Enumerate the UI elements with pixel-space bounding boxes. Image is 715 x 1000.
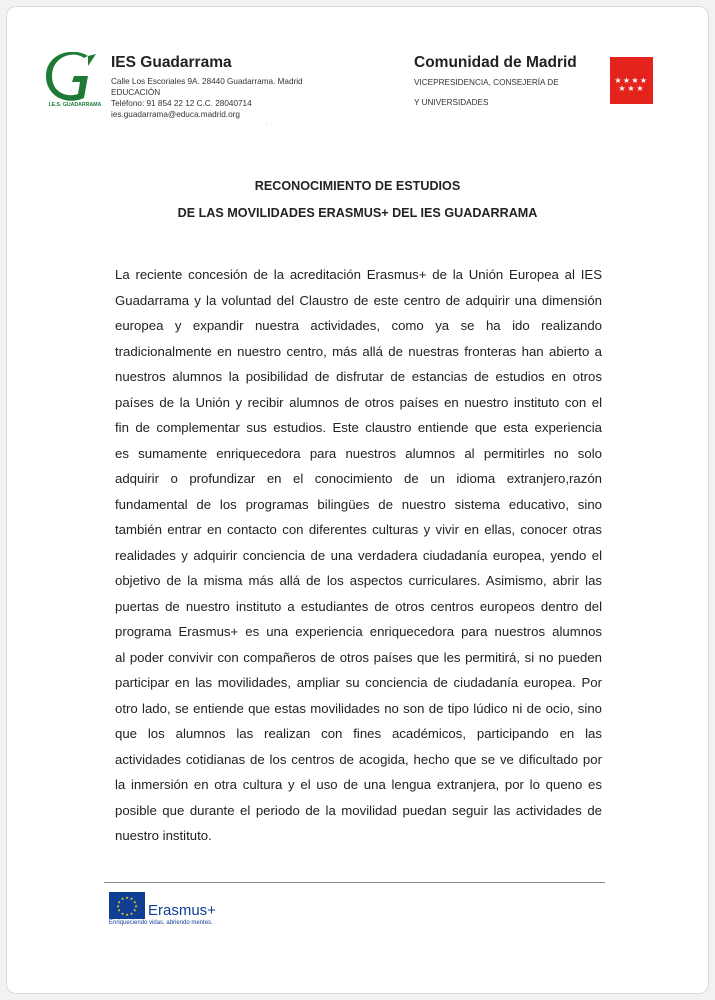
school-info bbox=[111, 54, 351, 120]
region-line-1: VICEPRESIDENCIA, CONSEJERÍA DE bbox=[414, 78, 559, 87]
svg-text:★: ★ bbox=[120, 896, 125, 902]
footer-divider bbox=[104, 882, 605, 883]
erasmus-tagline: Enriqueciendo vidas, abriendo mentes. bbox=[109, 920, 213, 926]
body-line: al poder convivir con compañeros de otros países que les permitirá, si no pueden bbox=[115, 649, 602, 665]
body-line: nuestro instituto. bbox=[115, 828, 212, 843]
svg-text:★: ★ bbox=[129, 896, 134, 902]
svg-text:★: ★ bbox=[117, 907, 121, 913]
stray-dot: . bbox=[266, 120, 268, 126]
school-phone: Teléfono: 91 854 22 12 C.C. 28040714 bbox=[111, 99, 252, 108]
svg-text:★: ★ bbox=[134, 903, 138, 909]
svg-text:★: ★ bbox=[133, 907, 137, 913]
body-line: adquirir o profundizar en el conocimiento de un idioma extranjero,razón bbox=[115, 471, 602, 486]
body-line: objetivo de la misma más allá de los aspectos curriculares. Asimismo, abrir las bbox=[115, 573, 602, 588]
svg-text:★: ★ bbox=[639, 76, 648, 85]
svg-text:★: ★ bbox=[125, 895, 129, 900]
body-line: es sumamente enriquecedora para nuestros alumnos al permitirles no solo bbox=[115, 445, 602, 461]
school-name: IES Guadarrama bbox=[111, 54, 232, 71]
svg-text:★: ★ bbox=[636, 84, 644, 93]
region-info bbox=[414, 54, 604, 108]
body-line: realidades y adquirir conciencia de una verdadera ciudadanía europea, yendo el bbox=[115, 547, 602, 563]
ies-guadarrama-logo-icon bbox=[44, 52, 106, 108]
body-line: tradicionalmente en nuestro centro, más allá de nuestras fronteras han abierto a bbox=[115, 343, 602, 359]
body-line: nuestros alumnos la posibilidad de disfrutar de estancias de estudios en otros bbox=[115, 369, 602, 384]
body-line: participar en las movilidades, ampliar su conciencia de ciudadanía europea. Por bbox=[115, 675, 602, 690]
svg-text:★: ★ bbox=[631, 76, 639, 85]
svg-text:★: ★ bbox=[627, 84, 635, 93]
body-line: puertas de nuestro instituto a estudiantes de otros centros europeos dentro del bbox=[115, 598, 602, 614]
region-line-2: Y UNIVERSIDADES bbox=[414, 98, 489, 107]
svg-text:★: ★ bbox=[117, 899, 121, 905]
svg-text:★: ★ bbox=[618, 84, 626, 93]
body-line: programa Erasmus+ es una experiencia enriquecedora para nuestros alumnos bbox=[115, 624, 602, 639]
eu-flag-icon bbox=[109, 892, 145, 919]
logo-caption: I.E.S. GUADARRAMA bbox=[48, 102, 102, 108]
svg-text:★: ★ bbox=[133, 899, 137, 905]
svg-text:★: ★ bbox=[116, 903, 120, 909]
body-line: que los alumnos las realizan con fines académicos, participando en las bbox=[115, 726, 602, 741]
school-address: Calle Los Escoriales 9A. 28440 Guadarrama. Madrid bbox=[111, 77, 303, 86]
school-email: ies.guadarrama@educa.madrid.org bbox=[111, 110, 240, 119]
svg-text:★: ★ bbox=[125, 912, 129, 917]
body-line: posible que durante el periodo de la movilidad puedan seguir las actividades de bbox=[115, 802, 602, 818]
body-line: también entrar en contacto con diferentes culturas y vivir en ellas, conocer otras bbox=[115, 522, 602, 537]
document-title-line-1: RECONOCIMIENTO DE ESTUDIOS bbox=[254, 179, 461, 193]
region-name: Comunidad de Madrid bbox=[414, 54, 577, 71]
svg-text:★: ★ bbox=[622, 76, 631, 85]
school-dept: EDUCACIÓN bbox=[111, 88, 161, 97]
body-line: otro lado, se entiende que estas movilidades no son de tipo lúdico ni de ocio, sino bbox=[115, 700, 602, 716]
body-line: La reciente concesión de la acreditación Erasmus+ de la Unión Europea al IES bbox=[115, 267, 602, 282]
comunidad-madrid-flag-icon bbox=[610, 57, 653, 104]
body-line: Guadarrama y la voluntad del Claustro de este centro de adquirir una dimensión bbox=[115, 292, 602, 308]
erasmus-brand: Erasmus+ bbox=[148, 902, 216, 919]
document-title-line-2: DE LAS MOVILIDADES ERASMUS+ DEL IES GUADARRAMA bbox=[177, 206, 538, 220]
svg-text:★: ★ bbox=[129, 910, 134, 916]
svg-text:★: ★ bbox=[614, 76, 622, 85]
body-line: la inmersión en otra cultura y el uso de una lengua extranjera, por lo queno es bbox=[115, 777, 602, 792]
body-text bbox=[115, 262, 602, 849]
svg-text:★: ★ bbox=[120, 910, 125, 916]
body-line: fundamental de los programas bilingües de nuestro sistema educativo, sino bbox=[115, 496, 602, 512]
body-line: países de la Unión y recibir alumnos de otros países en nuestro instituto con el bbox=[115, 394, 602, 410]
body-line: fin de complementar sus estudios. Este claustro entiende que esta experiencia bbox=[115, 420, 602, 435]
body-line: europea y expandir nuestra actividades, como ya se ha ido realizando bbox=[115, 318, 602, 333]
body-line: actividades cotidianas de los centros de acogida, hecho que se ve dificultado por bbox=[115, 751, 602, 767]
